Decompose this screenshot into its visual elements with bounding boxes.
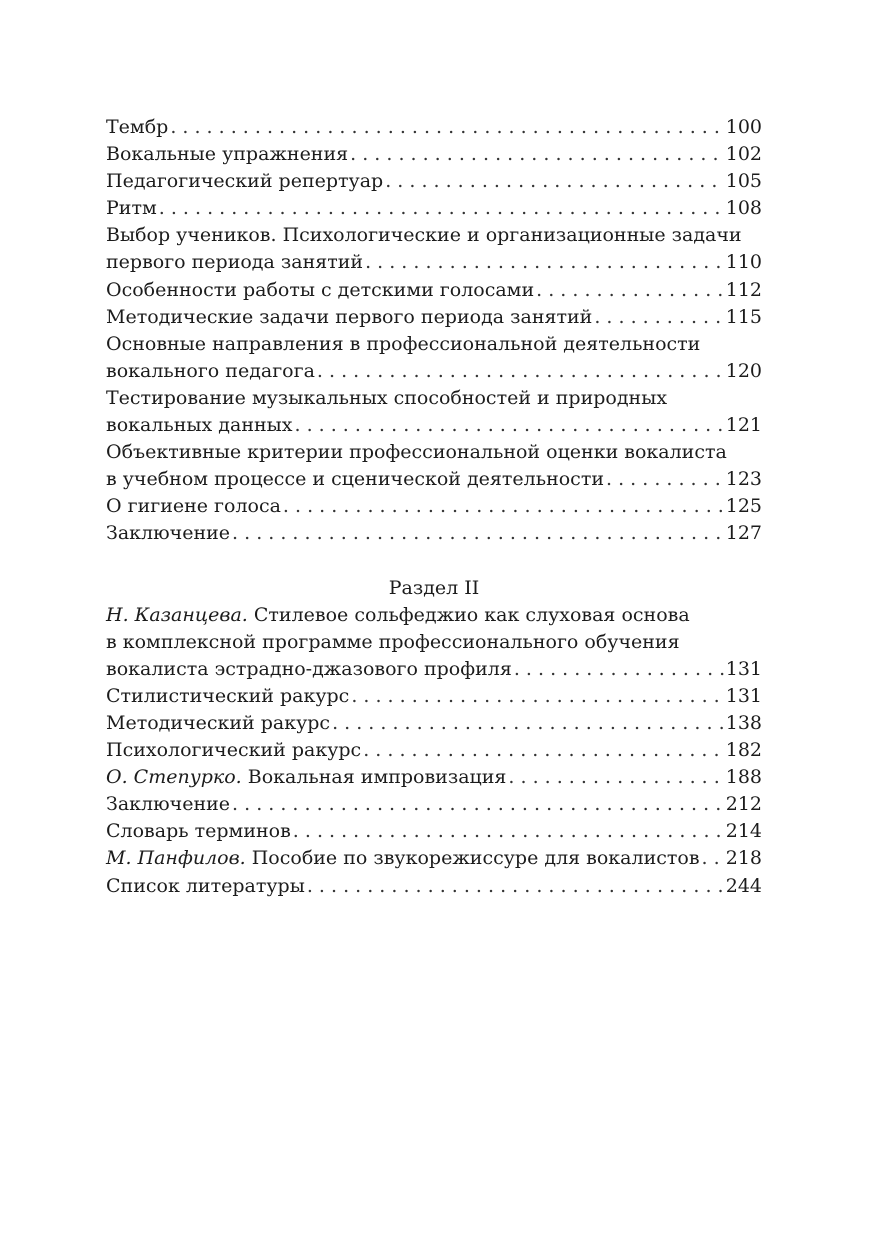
page-number: 244 bbox=[725, 874, 762, 897]
page-number: 188 bbox=[725, 766, 762, 789]
dot-leader bbox=[159, 195, 724, 222]
dot-leader bbox=[351, 683, 723, 710]
toc-entry-panfilov[interactable] bbox=[106, 845, 762, 872]
toc-entry-professional-directions[interactable] bbox=[106, 331, 762, 385]
toc-entry-conclusion-1[interactable] bbox=[106, 520, 762, 547]
entry-title: первого периода занятий bbox=[106, 251, 364, 274]
page-number: 218 bbox=[725, 847, 762, 870]
dot-leader bbox=[606, 466, 724, 493]
entry-author: О. Степурко. bbox=[106, 766, 242, 789]
entry-title: Заключение bbox=[106, 522, 231, 545]
entry-title: в учебном процессе и сценической деятельности bbox=[106, 468, 604, 491]
entry-title: Тембр bbox=[106, 116, 169, 138]
entry-title: Психологический ракурс bbox=[106, 739, 362, 762]
toc-entry-vocal-exercises[interactable] bbox=[106, 141, 762, 168]
dot-leader bbox=[594, 304, 723, 331]
toc-entry-testing-abilities[interactable] bbox=[106, 385, 762, 439]
entry-title: Методический ракурс bbox=[106, 711, 331, 734]
dot-leader bbox=[365, 249, 724, 276]
dot-leader bbox=[232, 520, 724, 547]
dot-leader bbox=[514, 656, 724, 683]
toc-entry-voice-hygiene[interactable] bbox=[106, 493, 762, 520]
entry-title-line: Объективные критерии профессиональной оценки вокалиста bbox=[106, 441, 727, 464]
entry-title: Словарь терминов bbox=[106, 820, 291, 843]
toc-entry-repertoire[interactable] bbox=[106, 168, 762, 195]
page-number: 102 bbox=[725, 143, 762, 166]
entry-title-line: Стилевое сольфеджио как слуховая основа bbox=[247, 603, 690, 626]
toc-entry-timbre[interactable] bbox=[106, 114, 762, 141]
entry-title-line: Тестирование музыкальных способностей и природных bbox=[106, 386, 668, 409]
entry-title: Список литературы bbox=[106, 874, 305, 897]
page-number: 214 bbox=[725, 820, 762, 843]
page-number: 123 bbox=[725, 468, 762, 491]
toc-entry-student-selection[interactable] bbox=[106, 222, 762, 276]
dot-leader bbox=[307, 873, 724, 900]
dot-leader bbox=[385, 168, 724, 195]
page-number: 138 bbox=[725, 711, 762, 734]
entry-title: Педагогический репертуар bbox=[106, 170, 384, 193]
page-number: 182 bbox=[725, 739, 762, 762]
entry-title: Методические задачи первого периода занятий bbox=[106, 305, 593, 328]
dot-leader bbox=[536, 277, 724, 304]
entry-title: Вокальная импровизация bbox=[241, 766, 507, 789]
entry-title-line: Выбор учеников. Психологические и организационные задачи bbox=[106, 224, 742, 247]
entry-title: Ритм bbox=[106, 197, 157, 220]
dot-leader bbox=[508, 764, 723, 791]
dot-leader bbox=[232, 791, 724, 818]
dot-leader bbox=[283, 493, 724, 520]
entry-author: М. Панфилов. bbox=[106, 847, 246, 870]
page-number: 105 bbox=[725, 170, 762, 193]
toc-entry-objective-criteria[interactable] bbox=[106, 439, 762, 493]
dot-leader bbox=[702, 845, 724, 872]
toc-entry-stepurko[interactable] bbox=[106, 764, 762, 791]
entry-title: вокалиста эстрадно-джазового профиля bbox=[106, 657, 512, 680]
page-number: 125 bbox=[725, 495, 762, 518]
entry-title: Заключение bbox=[106, 793, 231, 816]
dot-leader bbox=[170, 114, 723, 141]
page-number: 120 bbox=[725, 359, 762, 382]
toc-entry-glossary[interactable] bbox=[106, 818, 762, 845]
dot-leader bbox=[294, 412, 723, 439]
entry-title: О гигиене голоса bbox=[106, 495, 281, 518]
toc-entry-bibliography[interactable] bbox=[106, 873, 762, 900]
dot-leader bbox=[350, 141, 724, 168]
entry-title: вокального педагога bbox=[106, 359, 315, 382]
dot-leader bbox=[332, 710, 724, 737]
toc-entry-stylistic[interactable] bbox=[106, 683, 762, 710]
entry-title: вокальных данных bbox=[106, 414, 293, 437]
dot-leader bbox=[363, 737, 724, 764]
toc-entry-methodical-tasks[interactable] bbox=[106, 304, 762, 331]
page-number: 100 bbox=[725, 116, 762, 138]
page-number: 121 bbox=[725, 414, 762, 437]
toc-entry-rhythm[interactable] bbox=[106, 195, 762, 222]
page-number: 110 bbox=[725, 251, 762, 274]
table-of-contents bbox=[106, 114, 762, 900]
entry-title: Вокальные упражнения bbox=[106, 143, 349, 166]
toc-entry-kazantseva[interactable] bbox=[106, 602, 762, 683]
toc-entry-methodical[interactable] bbox=[106, 710, 762, 737]
entry-title: Стилистический ракурс bbox=[106, 684, 350, 707]
entry-title-line: Основные направления в профессиональной деятельности bbox=[106, 332, 701, 355]
toc-entry-children-voices[interactable] bbox=[106, 277, 762, 304]
page-number: 212 bbox=[725, 793, 762, 816]
entry-author: Н. Казанцева. bbox=[106, 603, 248, 626]
toc-entry-psychological[interactable] bbox=[106, 737, 762, 764]
page-number: 131 bbox=[725, 657, 762, 680]
page-number: 131 bbox=[725, 684, 762, 707]
page-number: 127 bbox=[725, 522, 762, 545]
dot-leader bbox=[293, 818, 724, 845]
page-number: 108 bbox=[725, 197, 762, 220]
entry-title: Особенности работы с детскими голосами bbox=[106, 278, 535, 301]
toc-entry-conclusion-2[interactable] bbox=[106, 791, 762, 818]
page-number: 112 bbox=[725, 278, 762, 301]
entry-title: Пособие по звукорежиссуре для вокалистов bbox=[245, 847, 700, 870]
page-number: 115 bbox=[725, 305, 762, 328]
dot-leader bbox=[317, 358, 724, 385]
entry-title-line: в комплексной программе профессионального обучения bbox=[106, 630, 680, 653]
section-heading: Раздел II bbox=[388, 576, 480, 599]
